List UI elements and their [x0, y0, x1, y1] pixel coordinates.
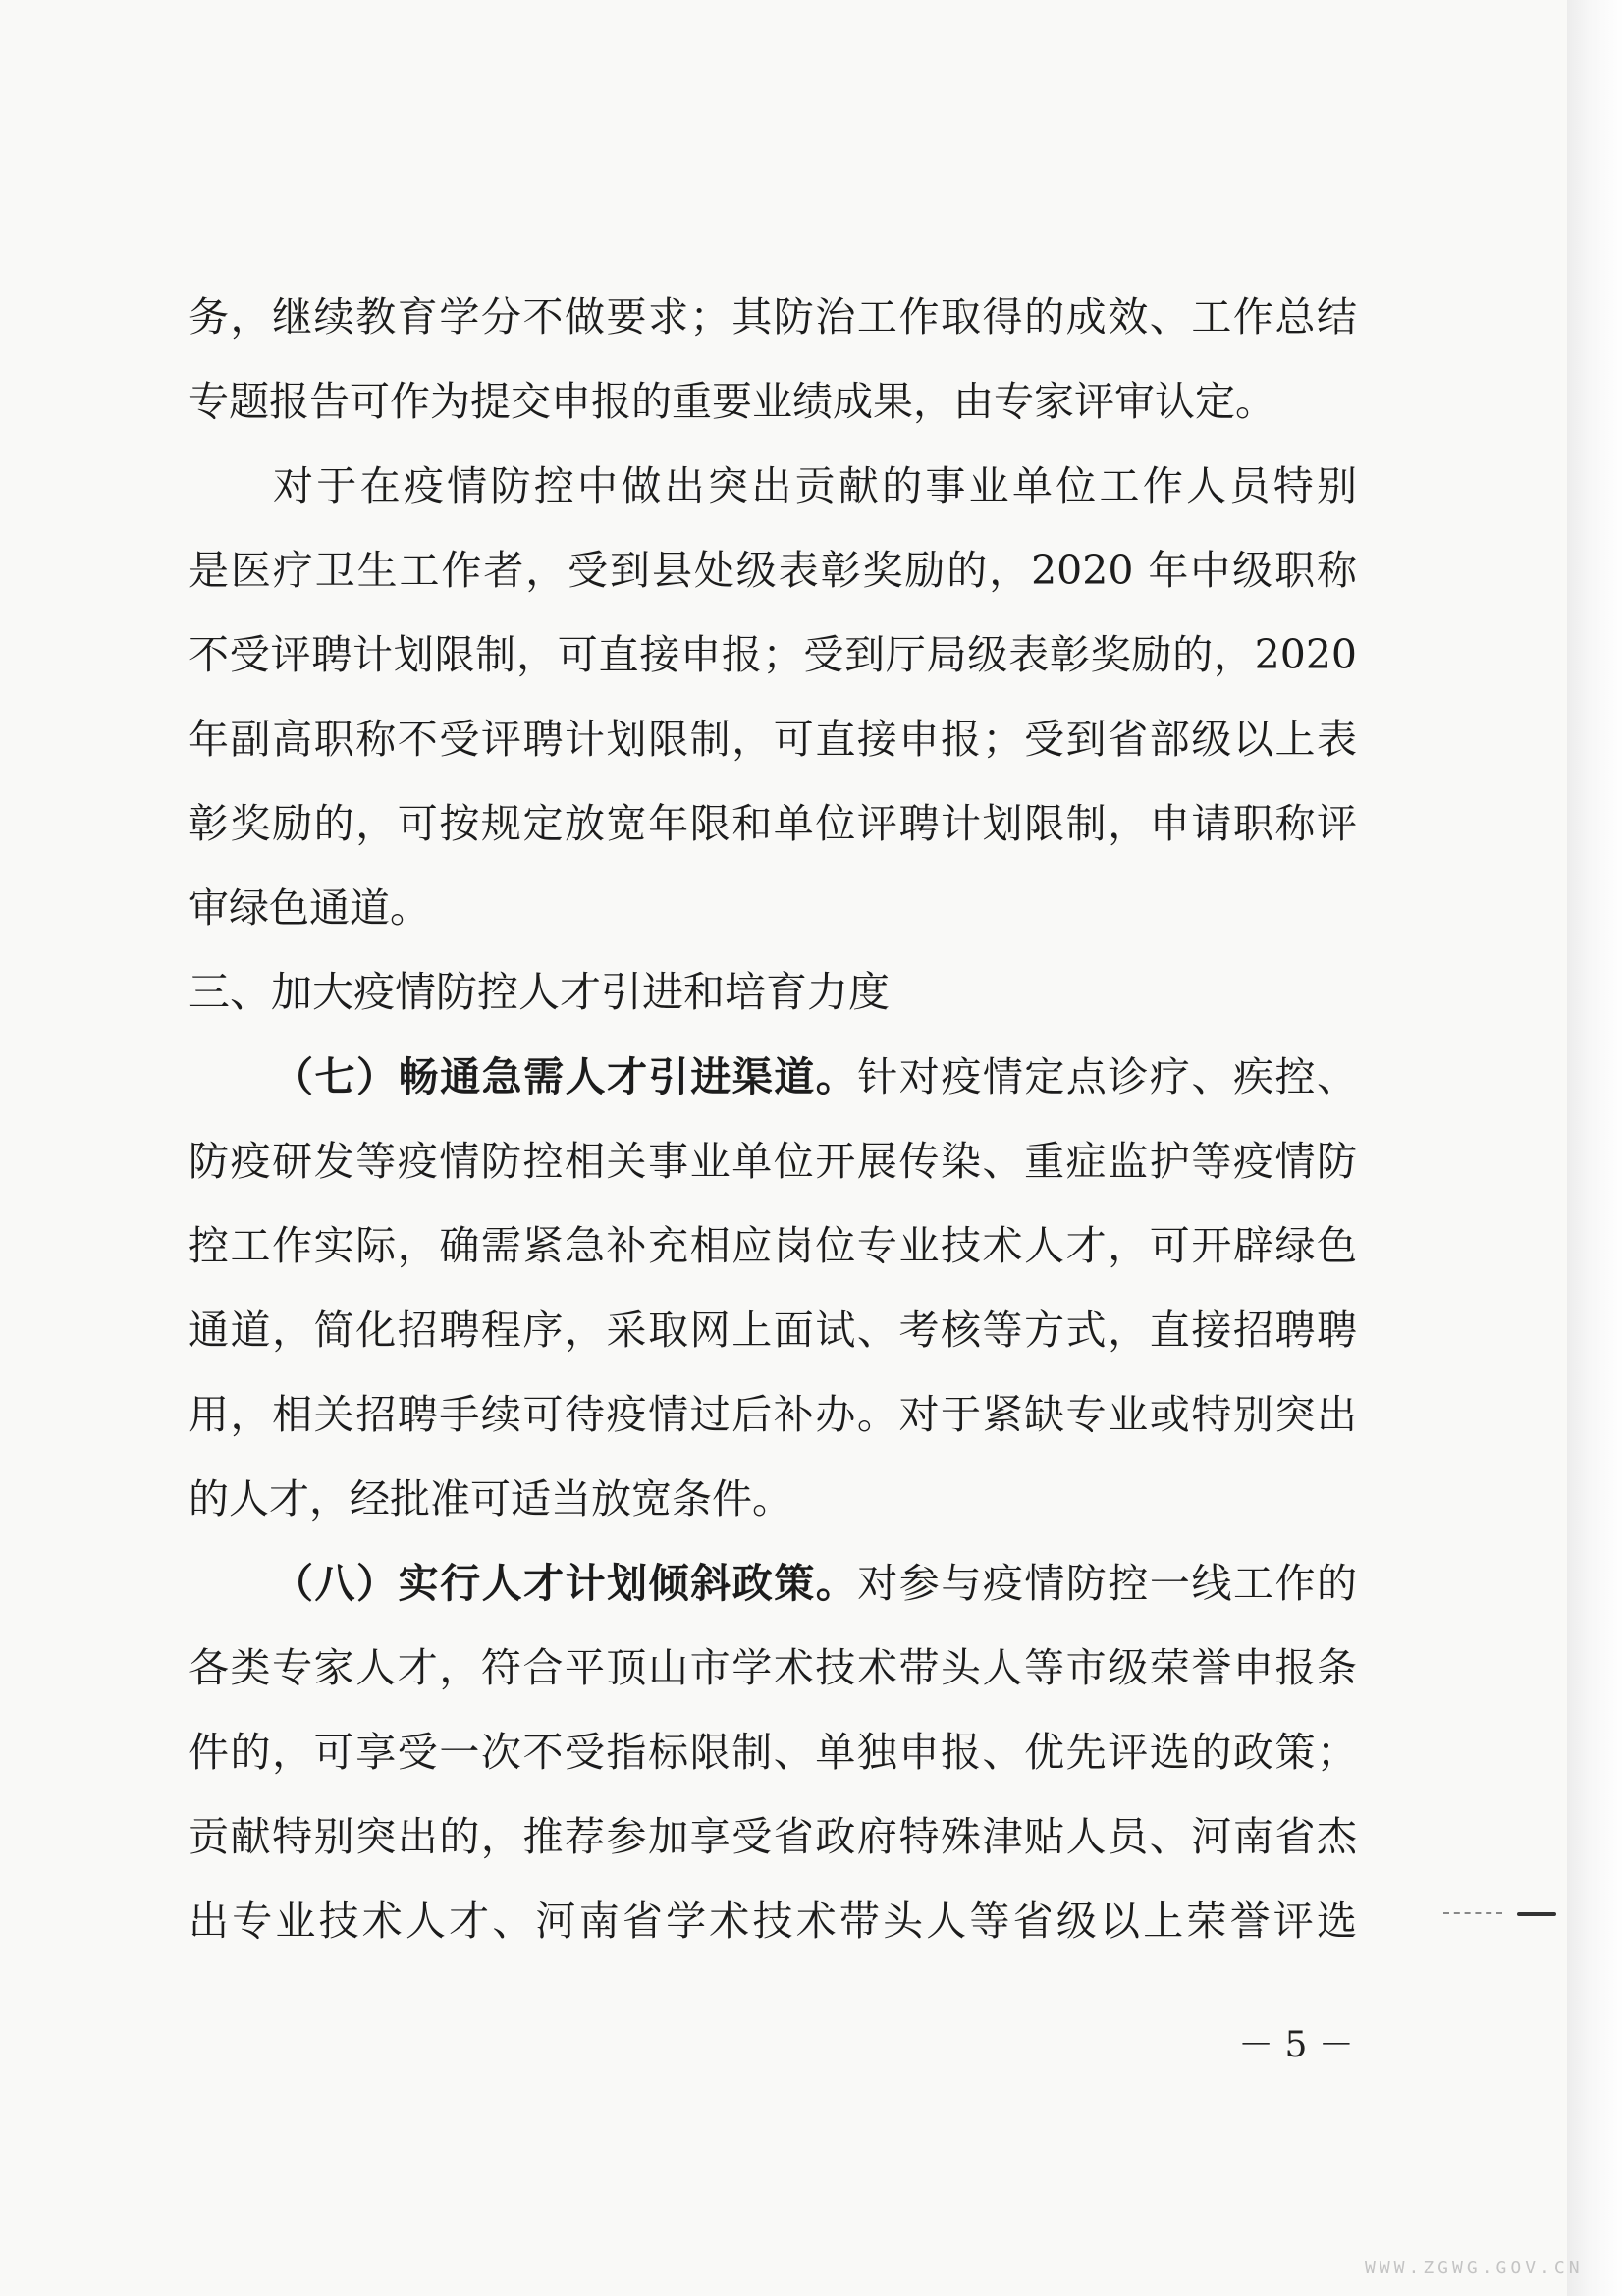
- text-line: 专题报告可作为提交申报的重要业绩成果，由专家评审认定。: [189, 378, 1275, 425]
- text-run: 针对疫情定点诊疗、疾控、: [857, 1053, 1358, 1100]
- subsection-title: （八）实行人才计划倾斜政策。: [273, 1560, 858, 1607]
- site-watermark: WWW.ZGWG.GOV.CN: [1365, 2258, 1584, 2278]
- text-line: 出专业技术人才、河南省学术技术带头人等省级以上荣誉评选: [189, 1897, 1357, 1945]
- text-line: 防疫研发等疫情防控相关事业单位开展传染、重症监护等疫情防: [189, 1138, 1357, 1185]
- scan-edge-dash: [1443, 1912, 1502, 1914]
- text-line: 的人才，经批准可适当放宽条件。: [189, 1475, 792, 1522]
- text-line: [189, 1541, 1357, 1626]
- scan-edge-shadow: [1567, 0, 1624, 2296]
- text-line: [189, 1035, 1357, 1119]
- text-line: 彰奖励的，可按规定放宽年限和单位评聘计划限制，申请职称评: [189, 800, 1357, 847]
- text-line: 件的，可享受一次不受指标限制、单独申报、优先评选的政策；: [189, 1729, 1357, 1776]
- text-line: 贡献特别突出的，推荐参加享受省政府特殊津贴人员、河南省杰: [189, 1813, 1357, 1860]
- text-line: 务，继续教育学分不做要求；其防治工作取得的成效、工作总结: [189, 294, 1357, 341]
- text-run: 对参与疫情防控一线工作的: [857, 1560, 1358, 1607]
- text-line: 不受评聘计划限制，可直接申报；受到厅局级表彰奖励的，2020: [189, 631, 1357, 678]
- text-line: 年副高职称不受评聘计划限制，可直接申报；受到省部级以上表: [189, 716, 1357, 763]
- subsection-title: （七）畅通急需人才引进渠道。: [273, 1053, 858, 1100]
- section-heading: 三、加大疫情防控人才引进和培育力度: [189, 968, 891, 1016]
- text-line: 对于在疫情防控中做出突出贡献的事业单位工作人员特别: [273, 462, 1357, 509]
- text-line: 各类专家人才，符合平顶山市学术技术带头人等市级荣誉申报条: [189, 1644, 1357, 1691]
- text-line: 通道，简化招聘程序，采取网上面试、考核等方式，直接招聘聘: [189, 1307, 1357, 1354]
- text-line: 控工作实际，确需紧急补充相应岗位专业技术人才，可开辟绿色: [189, 1222, 1357, 1269]
- text-line: 用，相关招聘手续可待疫情过后补办。对于紧缺专业或特别突出: [189, 1391, 1357, 1438]
- page-number: － 5 －: [1238, 2025, 1354, 2065]
- body-text: [189, 275, 1357, 1963]
- text-line: 是医疗卫生工作者，受到县处级表彰奖励的，2020 年中级职称: [189, 547, 1357, 594]
- text-line: 审绿色通道。: [189, 884, 430, 932]
- scan-edge-mark: [1517, 1912, 1556, 1916]
